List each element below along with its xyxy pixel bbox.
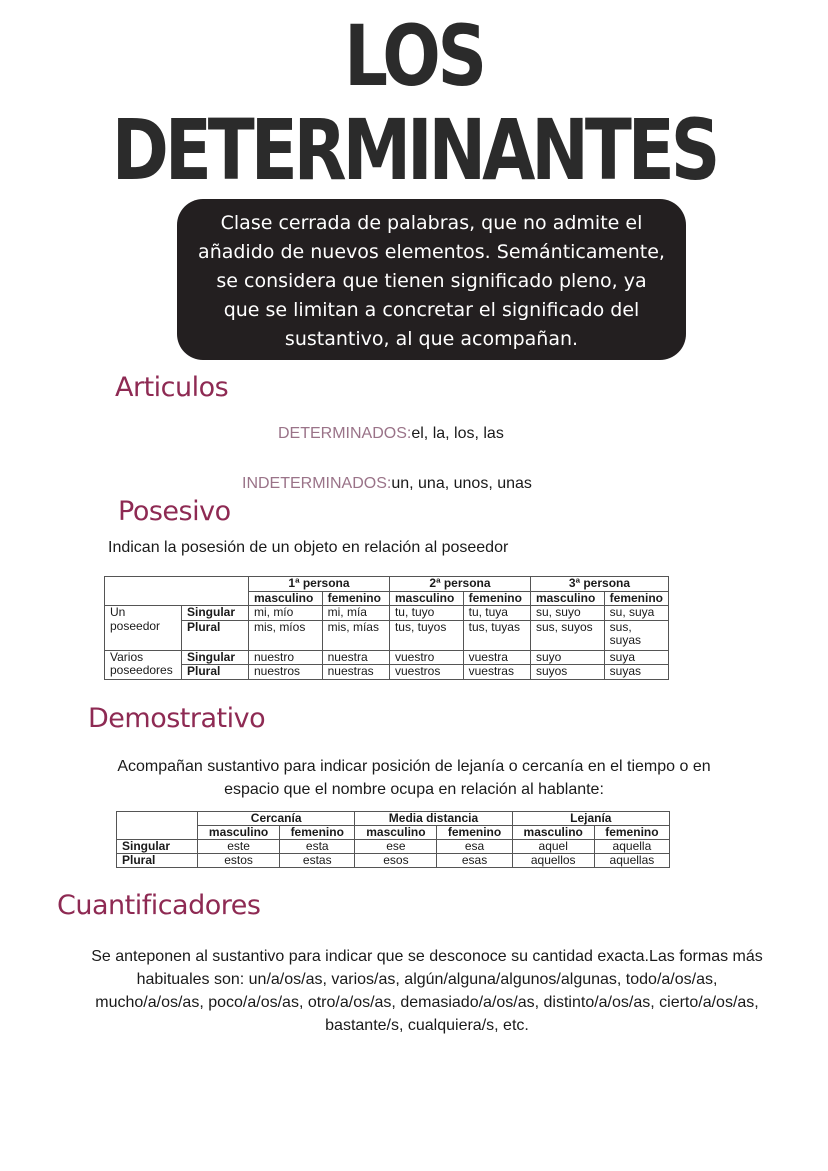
table-cell: nuestra (322, 650, 389, 665)
table-cell: esos (355, 854, 437, 868)
table-cell: vuestros (389, 665, 463, 680)
table-cell: mis, míos (248, 620, 322, 650)
distance-header: Lejanía (512, 812, 669, 826)
table-cell: su, suyo (530, 606, 604, 621)
description-line: habituales son: un/a/os/as, varios/as, algún/alguna/algunos/algunas, todo/a/os/as, (136, 971, 718, 988)
table-row (105, 665, 669, 680)
table-cell: suyas (604, 665, 668, 680)
description-line: bastante/s, cualquiera/s, etc. (325, 1017, 529, 1034)
indeterminados-value: un, una, unos, unas (391, 475, 532, 492)
table-row (105, 650, 669, 665)
description-line: Se anteponen al sustantivo para indicar que se desconoce su cantidad exacta.Las formas más (91, 948, 763, 965)
group-label: Un poseedor (105, 606, 182, 651)
table-row (105, 620, 669, 650)
description-line: Acompañan sustantivo para indicar posición de lejanía o cercanía en el tiempo o en (117, 758, 711, 775)
table-row (117, 840, 670, 854)
gender-header: masculino (198, 826, 280, 840)
table-cell: nuestras (322, 665, 389, 680)
cuantificadores-description (0, 945, 828, 1037)
table-row (117, 854, 670, 868)
section-heading-posesivo: Posesivo (118, 496, 231, 527)
page-title-line-2: DETERMINANTES (111, 101, 717, 199)
gender-header: femenino (437, 826, 512, 840)
page-title-line-1: LOS (344, 7, 484, 105)
gender-header: masculino (355, 826, 437, 840)
gender-header: femenino (463, 591, 530, 606)
definition-line: Clase cerrada de palabras, que no admite el (220, 212, 643, 234)
table-cell: suyos (530, 665, 604, 680)
table-cell: ese (355, 840, 437, 854)
person-header: 3ª persona (530, 577, 668, 592)
table-cell: tus, tuyas (463, 620, 530, 650)
table-row (105, 606, 669, 621)
table-cell: mi, mío (248, 606, 322, 621)
table-cell: sus, suyos (530, 620, 604, 650)
definition-box (177, 199, 686, 360)
articulos-indeterminados (242, 475, 532, 493)
posesivo-description: Indican la posesión de un objeto en relación al poseedor (108, 539, 509, 556)
table-cell: aquella (594, 840, 669, 854)
table-cell: esta (280, 840, 355, 854)
gender-header: femenino (594, 826, 669, 840)
gender-header: masculino (512, 826, 594, 840)
description-line: mucho/a/os/as, poco/a/os/as, otro/a/os/as, demasiado/a/os/as, distinto/a/os/as, cierto/a/os/as, (95, 994, 759, 1011)
number-label: Plural (182, 665, 249, 680)
table-cell: suya (604, 650, 668, 665)
table-cell: nuestro (248, 650, 322, 665)
table-cell: esa (437, 840, 512, 854)
possessive-table (104, 576, 669, 680)
demostrativo-description (0, 755, 828, 801)
definition-line: añadido de nuevos elementos. Semánticamente, (198, 241, 665, 263)
articulos-determinados (278, 425, 504, 443)
empty-corner-cell (117, 812, 198, 840)
person-header: 1ª persona (248, 577, 389, 592)
table-cell: su, suya (604, 606, 668, 621)
table-cell: estas (280, 854, 355, 868)
number-label: Singular (182, 606, 249, 621)
section-heading-cuantificadores: Cuantificadores (57, 890, 261, 921)
table-cell: sus, suyas (604, 620, 668, 650)
table-cell: suyo (530, 650, 604, 665)
gender-header: femenino (280, 826, 355, 840)
table-cell: nuestros (248, 665, 322, 680)
table-cell: vuestro (389, 650, 463, 665)
section-heading-articulos: Articulos (115, 372, 229, 403)
table-cell: estos (198, 854, 280, 868)
table-cell: tu, tuyo (389, 606, 463, 621)
number-label: Plural (117, 854, 198, 868)
gender-header: masculino (389, 591, 463, 606)
distance-header: Cercanía (198, 812, 355, 826)
person-header: 2ª persona (389, 577, 530, 592)
description-line: espacio que el nombre ocupa en relación al hablante: (224, 781, 604, 798)
table-cell: vuestra (463, 650, 530, 665)
gender-header: masculino (530, 591, 604, 606)
table-cell: tu, tuya (463, 606, 530, 621)
definition-line: que se limitan a concretar el significado del (223, 299, 640, 321)
table-cell: tus, tuyos (389, 620, 463, 650)
table-cell: mis, mías (322, 620, 389, 650)
gender-header: femenino (604, 591, 668, 606)
gender-header: femenino (322, 591, 389, 606)
definition-line: se considera que tienen significado pleno, ya (216, 270, 647, 292)
number-label: Plural (182, 620, 249, 650)
table-cell: aquellos (512, 854, 594, 868)
definition-line: sustantivo, al que acompañan. (284, 328, 579, 350)
table-cell: este (198, 840, 280, 854)
determinados-label: DETERMINADOS: (278, 425, 412, 442)
table-cell: mi, mía (322, 606, 389, 621)
section-heading-demostrativo: Demostrativo (88, 703, 266, 734)
determinados-value: el, la, los, las (411, 425, 504, 442)
table-cell: esas (437, 854, 512, 868)
number-label: Singular (117, 840, 198, 854)
distance-header: Media distancia (355, 812, 512, 826)
gender-header: masculino (248, 591, 322, 606)
table-cell: vuestras (463, 665, 530, 680)
table-cell: aquellas (594, 854, 669, 868)
demonstrative-table (116, 811, 670, 868)
indeterminados-label: INDETERMINADOS: (242, 475, 392, 492)
number-label: Singular (182, 650, 249, 665)
empty-corner-cell (105, 577, 249, 606)
table-cell: aquel (512, 840, 594, 854)
group-label: Varios poseedores (105, 650, 182, 679)
